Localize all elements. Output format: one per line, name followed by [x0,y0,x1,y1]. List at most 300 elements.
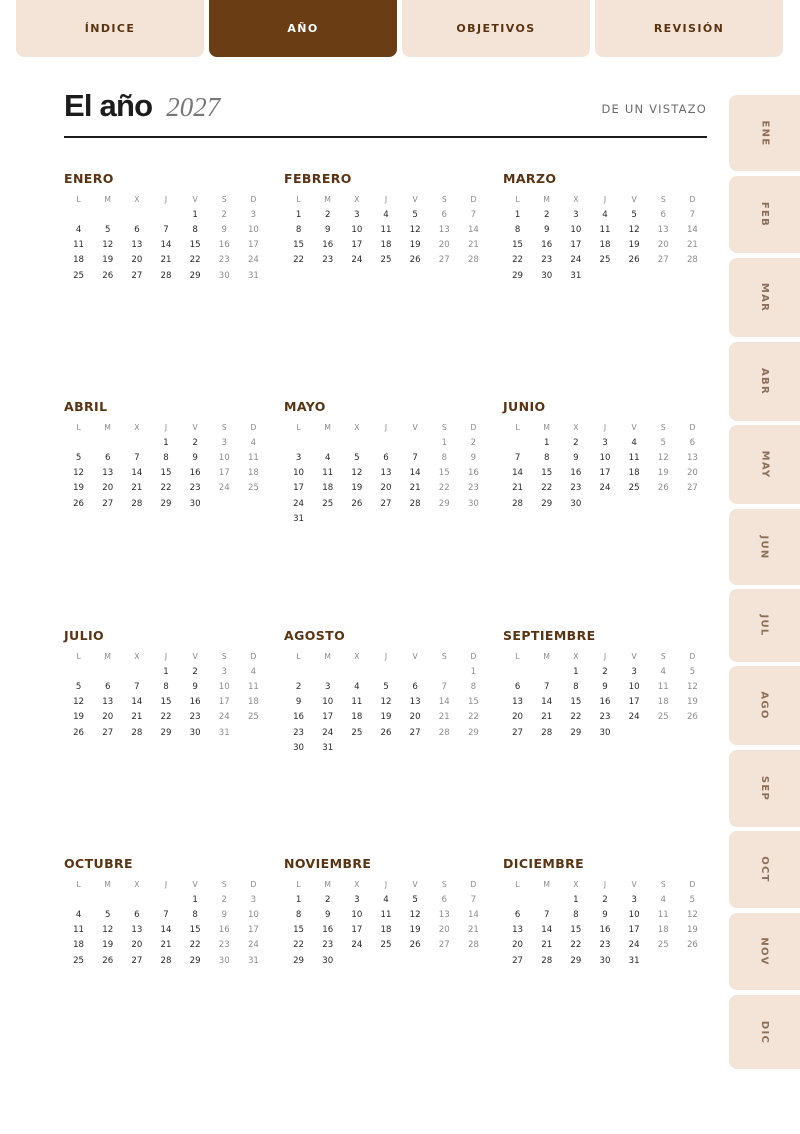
day-cell[interactable]: 3 [221,437,227,448]
day-cell[interactable]: 9 [470,452,477,463]
day-cell[interactable]: 24 [628,940,640,951]
day-cell[interactable]: 20 [409,712,421,723]
day-cell[interactable]: 13 [686,452,698,463]
day-cell[interactable]: 8 [573,909,579,920]
day-cell[interactable]: 26 [73,498,85,509]
day-cell[interactable]: 26 [409,255,421,266]
day-cell[interactable]: 6 [134,909,140,920]
day-cell[interactable]: 22 [189,255,201,266]
day-cell[interactable]: 3 [631,666,637,677]
day-cell[interactable]: 11 [380,909,392,920]
day-cell[interactable]: 28 [438,727,450,738]
day-cell[interactable]: 8 [163,452,169,463]
day-cell[interactable]: 16 [293,712,305,723]
day-cell[interactable]: 22 [570,712,582,723]
day-cell[interactable]: 6 [134,224,140,235]
day-cell[interactable]: 1 [543,437,550,448]
day-cell[interactable]: 28 [160,955,172,966]
day-cell[interactable]: 28 [512,498,524,509]
day-cell[interactable]: 5 [660,437,666,448]
day-cell[interactable]: 12 [686,681,698,692]
day-cell[interactable]: 15 [541,468,553,479]
day-cell[interactable]: 23 [570,483,582,494]
day-cell[interactable]: 15 [160,468,172,479]
day-cell[interactable]: 16 [541,240,553,251]
day-cell[interactable]: 7 [543,681,550,692]
day-cell[interactable]: 27 [409,727,421,738]
day-cell[interactable]: 20 [131,255,143,266]
day-cell[interactable]: 9 [543,224,550,235]
day-cell[interactable]: 24 [570,255,582,266]
day-cell[interactable]: 15 [293,925,305,936]
tab-objetivos[interactable]: OBJETIVOS [402,0,590,57]
day-cell[interactable]: 7 [470,894,477,905]
day-cell[interactable]: 17 [570,240,582,251]
day-cell[interactable]: 19 [73,712,85,723]
day-cell[interactable]: 8 [441,452,447,463]
day-cell[interactable]: 24 [218,712,230,723]
day-cell[interactable]: 20 [102,483,114,494]
day-cell[interactable]: 2 [573,437,579,448]
day-cell[interactable]: 26 [102,955,114,966]
day-cell[interactable]: 5 [75,452,82,463]
day-cell[interactable]: 10 [570,224,582,235]
day-cell[interactable]: 11 [73,240,85,251]
day-cell[interactable]: 7 [514,452,521,463]
day-cell[interactable]: 23 [293,727,305,738]
day-cell[interactable]: 13 [438,909,450,920]
day-cell[interactable]: 27 [438,255,450,266]
day-cell[interactable]: 10 [293,468,305,479]
day-cell[interactable]: 22 [512,255,524,266]
day-cell[interactable]: 5 [412,209,418,220]
day-cell[interactable]: 10 [247,224,259,235]
day-cell[interactable]: 21 [160,940,172,951]
day-cell[interactable]: 11 [657,681,669,692]
day-cell[interactable]: 2 [602,666,608,677]
day-cell[interactable]: 18 [247,697,259,708]
day-cell[interactable]: 22 [160,712,172,723]
day-cell[interactable]: 17 [247,240,259,251]
day-cell[interactable]: 7 [470,209,477,220]
day-cell[interactable]: 2 [295,681,302,692]
day-cell[interactable]: 18 [657,925,669,936]
day-cell[interactable]: 16 [599,925,611,936]
day-cell[interactable]: 4 [660,666,666,677]
day-cell[interactable]: 14 [541,697,553,708]
day-cell[interactable]: 17 [218,697,230,708]
day-cell[interactable]: 25 [657,712,669,723]
day-cell[interactable]: 8 [192,909,198,920]
day-cell[interactable]: 11 [351,697,363,708]
day-cell[interactable]: 21 [160,255,172,266]
day-cell[interactable]: 25 [351,727,363,738]
day-cell[interactable]: 12 [409,224,421,235]
day-cell[interactable]: 20 [438,240,450,251]
day-cell[interactable]: 23 [218,255,230,266]
day-cell[interactable]: 11 [247,452,259,463]
side-tab-ene[interactable] [729,95,800,171]
day-cell[interactable]: 25 [599,255,611,266]
day-cell[interactable]: 25 [73,955,85,966]
day-cell[interactable]: 1 [573,666,579,677]
day-cell[interactable]: 4 [75,909,82,920]
day-cell[interactable]: 25 [657,940,669,951]
day-cell[interactable]: 20 [102,712,114,723]
day-cell[interactable]: 12 [102,240,114,251]
day-cell[interactable]: 28 [409,498,421,509]
day-cell[interactable]: 14 [131,697,143,708]
day-cell[interactable]: 19 [686,697,698,708]
day-cell[interactable]: 1 [295,894,302,905]
day-cell[interactable]: 31 [570,270,582,281]
day-cell[interactable]: 22 [438,483,450,494]
day-cell[interactable]: 2 [324,894,331,905]
day-cell[interactable]: 25 [73,270,85,281]
day-cell[interactable]: 17 [599,468,611,479]
day-cell[interactable]: 29 [160,498,172,509]
day-cell[interactable]: 1 [192,894,198,905]
side-tab-feb[interactable] [729,176,800,253]
day-cell[interactable]: 29 [541,498,553,509]
day-cell[interactable]: 29 [189,270,201,281]
day-cell[interactable]: 1 [514,209,521,220]
day-cell[interactable]: 29 [293,955,305,966]
day-cell[interactable]: 14 [409,468,421,479]
day-cell[interactable]: 29 [189,955,201,966]
day-cell[interactable]: 26 [409,940,421,951]
day-cell[interactable]: 11 [247,681,259,692]
day-cell[interactable]: 29 [570,955,582,966]
day-cell[interactable]: 21 [686,240,698,251]
day-cell[interactable]: 10 [322,697,334,708]
day-cell[interactable]: 12 [657,452,669,463]
day-cell[interactable]: 4 [75,224,82,235]
day-cell[interactable]: 13 [380,468,392,479]
day-cell[interactable]: 18 [657,697,669,708]
side-tab-ago[interactable] [729,666,800,745]
day-cell[interactable]: 1 [163,437,169,448]
day-cell[interactable]: 16 [189,697,201,708]
day-cell[interactable]: 18 [351,712,363,723]
day-cell[interactable]: 7 [412,452,418,463]
day-cell[interactable]: 5 [104,909,111,920]
day-cell[interactable]: 20 [438,925,450,936]
side-tab-abr[interactable] [729,342,800,421]
day-cell[interactable]: 28 [541,727,553,738]
day-cell[interactable]: 22 [293,940,305,951]
day-cell[interactable]: 21 [541,940,553,951]
day-cell[interactable]: 3 [221,666,227,677]
day-cell[interactable]: 24 [322,727,334,738]
day-cell[interactable]: 1 [573,894,579,905]
day-cell[interactable]: 1 [163,666,169,677]
day-cell[interactable]: 11 [322,468,334,479]
side-tab-sep[interactable] [729,750,800,827]
day-cell[interactable]: 27 [657,255,669,266]
side-tab-nov[interactable] [729,913,800,990]
day-cell[interactable]: 3 [324,681,331,692]
day-cell[interactable]: 29 [160,727,172,738]
day-cell[interactable]: 31 [247,955,259,966]
day-cell[interactable]: 19 [102,255,114,266]
day-cell[interactable]: 9 [602,909,608,920]
day-cell[interactable]: 16 [218,240,230,251]
day-cell[interactable]: 26 [628,255,640,266]
day-cell[interactable]: 24 [218,483,230,494]
day-cell[interactable]: 10 [351,909,363,920]
day-cell[interactable]: 9 [324,909,331,920]
day-cell[interactable]: 7 [689,209,696,220]
day-cell[interactable]: 25 [247,483,259,494]
day-cell[interactable]: 14 [512,468,524,479]
day-cell[interactable]: 22 [467,712,479,723]
day-cell[interactable]: 13 [512,925,524,936]
day-cell[interactable]: 6 [689,437,696,448]
day-cell[interactable]: 11 [73,925,85,936]
day-cell[interactable]: 17 [351,925,363,936]
day-cell[interactable]: 19 [351,483,363,494]
day-cell[interactable]: 21 [541,712,553,723]
day-cell[interactable]: 7 [163,224,169,235]
tab-revision[interactable]: REVISIÓN [595,0,783,57]
day-cell[interactable]: 4 [602,209,608,220]
day-cell[interactable]: 24 [247,255,259,266]
day-cell[interactable]: 15 [293,240,305,251]
day-cell[interactable]: 8 [573,681,579,692]
day-cell[interactable]: 28 [467,255,479,266]
day-cell[interactable]: 12 [628,224,640,235]
day-cell[interactable]: 27 [512,727,524,738]
day-cell[interactable]: 18 [73,255,85,266]
day-cell[interactable]: 6 [383,452,389,463]
day-cell[interactable]: 16 [322,240,334,251]
day-cell[interactable]: 11 [599,224,611,235]
day-cell[interactable]: 10 [628,909,640,920]
day-cell[interactable]: 14 [160,240,172,251]
day-cell[interactable]: 27 [102,727,114,738]
day-cell[interactable]: 27 [438,940,450,951]
day-cell[interactable]: 23 [189,712,201,723]
day-cell[interactable]: 16 [599,697,611,708]
day-cell[interactable]: 3 [631,894,637,905]
day-cell[interactable]: 23 [322,940,334,951]
day-cell[interactable]: 18 [73,940,85,951]
day-cell[interactable]: 4 [660,894,666,905]
day-cell[interactable]: 26 [686,940,698,951]
day-cell[interactable]: 17 [351,240,363,251]
day-cell[interactable]: 15 [570,697,582,708]
day-cell[interactable]: 29 [467,727,479,738]
day-cell[interactable]: 2 [324,209,331,220]
day-cell[interactable]: 21 [438,712,450,723]
day-cell[interactable]: 17 [218,468,230,479]
day-cell[interactable]: 25 [322,498,334,509]
day-cell[interactable]: 30 [218,270,230,281]
day-cell[interactable]: 18 [380,240,392,251]
day-cell[interactable]: 5 [631,209,637,220]
tab-ano[interactable]: AÑO [209,0,397,57]
day-cell[interactable]: 28 [160,270,172,281]
day-cell[interactable]: 8 [470,681,477,692]
day-cell[interactable]: 24 [293,498,305,509]
day-cell[interactable]: 28 [467,940,479,951]
side-tab-jul[interactable] [729,589,800,662]
tab-indice[interactable]: ÍNDICE [16,0,204,57]
day-cell[interactable]: 3 [295,452,302,463]
day-cell[interactable]: 1 [441,437,447,448]
day-cell[interactable]: 4 [354,681,360,692]
day-cell[interactable]: 8 [163,681,169,692]
day-cell[interactable]: 18 [380,925,392,936]
day-cell[interactable]: 30 [599,727,611,738]
day-cell[interactable]: 31 [218,727,230,738]
day-cell[interactable]: 13 [102,697,114,708]
day-cell[interactable]: 19 [380,712,392,723]
day-cell[interactable]: 15 [570,925,582,936]
day-cell[interactable]: 4 [250,437,257,448]
day-cell[interactable]: 27 [380,498,392,509]
day-cell[interactable]: 6 [412,681,418,692]
day-cell[interactable]: 5 [104,224,111,235]
day-cell[interactable]: 4 [250,666,257,677]
day-cell[interactable]: 18 [322,483,334,494]
day-cell[interactable]: 24 [351,255,363,266]
day-cell[interactable]: 3 [573,209,579,220]
day-cell[interactable]: 14 [467,224,479,235]
day-cell[interactable]: 10 [247,909,259,920]
day-cell[interactable]: 8 [295,224,302,235]
day-cell[interactable]: 30 [189,727,201,738]
day-cell[interactable]: 17 [293,483,305,494]
day-cell[interactable]: 4 [383,894,389,905]
side-tab-jun[interactable] [729,509,800,585]
day-cell[interactable]: 5 [689,666,696,677]
day-cell[interactable]: 23 [599,712,611,723]
day-cell[interactable]: 2 [602,894,608,905]
day-cell[interactable]: 19 [657,468,669,479]
day-cell[interactable]: 26 [73,727,85,738]
day-cell[interactable]: 2 [543,209,550,220]
day-cell[interactable]: 9 [602,681,608,692]
day-cell[interactable]: 27 [686,483,698,494]
day-cell[interactable]: 23 [599,940,611,951]
day-cell[interactable]: 4 [324,452,331,463]
day-cell[interactable]: 7 [543,909,550,920]
day-cell[interactable]: 28 [131,727,143,738]
day-cell[interactable]: 4 [383,209,389,220]
day-cell[interactable]: 27 [131,955,143,966]
day-cell[interactable]: 20 [686,468,698,479]
day-cell[interactable]: 26 [380,727,392,738]
day-cell[interactable]: 30 [467,498,479,509]
day-cell[interactable]: 19 [73,483,85,494]
day-cell[interactable]: 22 [570,940,582,951]
day-cell[interactable]: 9 [324,224,331,235]
day-cell[interactable]: 1 [470,666,477,677]
day-cell[interactable]: 3 [354,894,360,905]
day-cell[interactable]: 19 [409,240,421,251]
day-cell[interactable]: 19 [628,240,640,251]
day-cell[interactable]: 19 [686,925,698,936]
day-cell[interactable]: 26 [686,712,698,723]
side-tab-dic[interactable] [729,995,800,1069]
day-cell[interactable]: 7 [441,681,447,692]
day-cell[interactable]: 19 [409,925,421,936]
day-cell[interactable]: 17 [322,712,334,723]
day-cell[interactable]: 18 [628,468,640,479]
day-cell[interactable]: 13 [131,925,143,936]
day-cell[interactable]: 25 [247,712,259,723]
day-cell[interactable]: 20 [512,712,524,723]
day-cell[interactable]: 17 [628,697,640,708]
day-cell[interactable]: 27 [512,955,524,966]
day-cell[interactable]: 22 [189,940,201,951]
day-cell[interactable]: 6 [441,209,447,220]
day-cell[interactable]: 4 [631,437,637,448]
day-cell[interactable]: 15 [512,240,524,251]
day-cell[interactable]: 21 [467,240,479,251]
day-cell[interactable]: 2 [221,894,227,905]
day-cell[interactable]: 21 [131,712,143,723]
day-cell[interactable]: 5 [75,681,82,692]
day-cell[interactable]: 24 [351,940,363,951]
day-cell[interactable]: 20 [657,240,669,251]
day-cell[interactable]: 23 [189,483,201,494]
day-cell[interactable]: 15 [467,697,479,708]
day-cell[interactable]: 2 [470,437,477,448]
day-cell[interactable]: 30 [189,498,201,509]
day-cell[interactable]: 2 [192,437,198,448]
day-cell[interactable]: 12 [409,909,421,920]
day-cell[interactable]: 18 [599,240,611,251]
day-cell[interactable]: 12 [73,697,85,708]
day-cell[interactable]: 23 [541,255,553,266]
day-cell[interactable]: 9 [295,697,302,708]
day-cell[interactable]: 31 [247,270,259,281]
day-cell[interactable]: 9 [221,224,227,235]
day-cell[interactable]: 8 [514,224,521,235]
day-cell[interactable]: 14 [438,697,450,708]
day-cell[interactable]: 22 [541,483,553,494]
day-cell[interactable]: 26 [351,498,363,509]
day-cell[interactable]: 6 [104,681,111,692]
day-cell[interactable]: 5 [354,452,360,463]
day-cell[interactable]: 7 [134,681,140,692]
day-cell[interactable]: 3 [602,437,608,448]
day-cell[interactable]: 11 [380,224,392,235]
side-tab-mar[interactable] [729,258,800,337]
day-cell[interactable]: 24 [599,483,611,494]
day-cell[interactable]: 21 [409,483,421,494]
side-tab-may[interactable] [729,425,800,504]
day-cell[interactable]: 25 [380,940,392,951]
day-cell[interactable]: 13 [131,240,143,251]
day-cell[interactable]: 30 [322,955,334,966]
day-cell[interactable]: 30 [218,955,230,966]
day-cell[interactable]: 30 [541,270,553,281]
day-cell[interactable]: 6 [441,894,447,905]
day-cell[interactable]: 30 [293,742,305,753]
day-cell[interactable]: 28 [541,955,553,966]
day-cell[interactable]: 20 [131,940,143,951]
day-cell[interactable]: 28 [131,498,143,509]
day-cell[interactable]: 8 [295,909,302,920]
day-cell[interactable]: 20 [512,940,524,951]
day-cell[interactable]: 26 [102,270,114,281]
day-cell[interactable]: 5 [689,894,696,905]
day-cell[interactable]: 6 [104,452,111,463]
